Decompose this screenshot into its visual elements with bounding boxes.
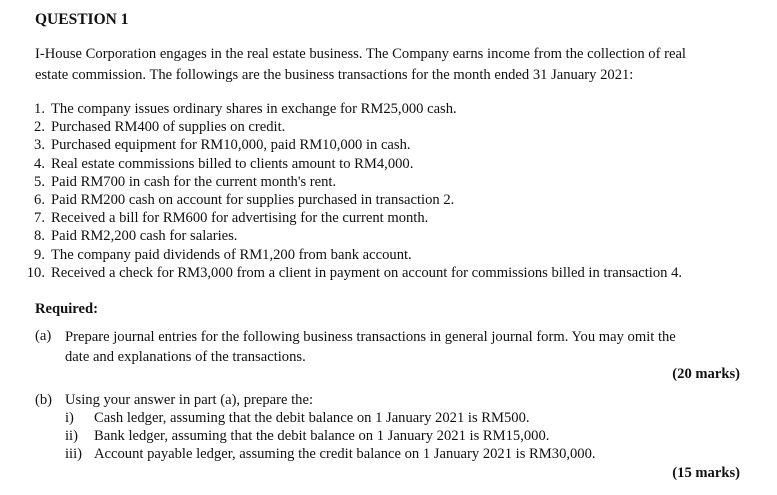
question-intro	[35, 44, 747, 86]
part-a-text	[65, 327, 743, 367]
transaction-text: Received a bill for RM600 for advertising for the current month.	[51, 210, 429, 227]
question-title: QUESTION 1	[35, 11, 129, 28]
transaction-item	[0, 227, 777, 245]
transaction-item	[0, 118, 777, 136]
part-b-item-text: Bank ledger, assuming that the debit balance on 1 January 2021 is RM15,000.	[94, 428, 550, 444]
transaction-text: Real estate commissions billed to clients amount to RM4,000.	[51, 155, 414, 172]
transaction-number: 6.	[34, 191, 45, 208]
transaction-text: Purchased equipment for RM10,000, paid RM10,000 in cash.	[51, 137, 411, 154]
transaction-number: 3.	[34, 137, 45, 154]
part-b-item-roman: i)	[65, 410, 74, 426]
intro-line: I-House Corporation engages in the real estate business. The Company earns income from the collection of real	[35, 46, 686, 62]
transaction-text: Paid RM700 in cash for the current month's rent.	[51, 173, 337, 190]
transaction-item	[0, 191, 777, 209]
transaction-item	[0, 246, 777, 264]
transaction-number: 10.	[26, 264, 45, 281]
part-b-label: (b)	[35, 392, 53, 408]
part-b-marks: (15 marks)	[672, 465, 740, 481]
transaction-item	[0, 173, 777, 191]
transaction-text: The company issues ordinary shares in exchange for RM25,000 cash.	[51, 101, 457, 117]
transaction-item	[0, 136, 777, 154]
part-a-marks: (20 marks)	[672, 366, 740, 382]
part-a-line: date and explanations of the transactions.	[65, 349, 306, 365]
part-b-item-text: Account payable ledger, assuming the credit balance on 1 January 2021 is RM30,000.	[94, 446, 596, 462]
transaction-text: The company paid dividends of RM1,200 from bank account.	[51, 246, 412, 263]
transaction-list	[0, 100, 777, 282]
part-b-item-roman: ii)	[65, 428, 78, 444]
part-b-item	[65, 427, 549, 445]
transaction-item	[0, 264, 777, 282]
part-b-item	[65, 445, 596, 463]
transaction-item	[0, 209, 777, 227]
transaction-number: 5.	[34, 173, 45, 190]
part-b-intro: Using your answer in part (a), prepare the:	[65, 392, 314, 408]
transaction-text: Received a check for RM3,000 from a client in payment on account for commissions billed in transaction 4.	[51, 264, 683, 281]
required-heading: Required:	[35, 301, 98, 317]
transaction-item	[0, 100, 777, 118]
part-b-item	[65, 409, 530, 427]
transaction-text: Purchased RM400 of supplies on credit.	[51, 119, 286, 136]
transaction-item	[0, 155, 777, 173]
transaction-number: 1.	[34, 101, 45, 117]
transaction-number: 9.	[34, 246, 45, 263]
part-b-item-text: Cash ledger, assuming that the debit balance on 1 January 2021 is RM500.	[94, 410, 530, 426]
intro-line: estate commission. The followings are the business transactions for the month ended 31 January 2021:	[35, 67, 634, 83]
part-a-label: (a)	[35, 328, 52, 344]
transaction-number: 4.	[34, 155, 45, 172]
transaction-number: 8.	[34, 228, 45, 245]
transaction-text: Paid RM2,200 cash for salaries.	[51, 228, 238, 245]
transaction-number: 7.	[34, 210, 45, 227]
part-b-item-roman: iii)	[65, 446, 83, 462]
part-a-line: Prepare journal entries for the following business transactions in general journal form. You may omit the	[65, 329, 676, 345]
transaction-number: 2.	[34, 119, 45, 136]
transaction-text: Paid RM200 cash on account for supplies purchased in transaction 2.	[51, 191, 455, 208]
